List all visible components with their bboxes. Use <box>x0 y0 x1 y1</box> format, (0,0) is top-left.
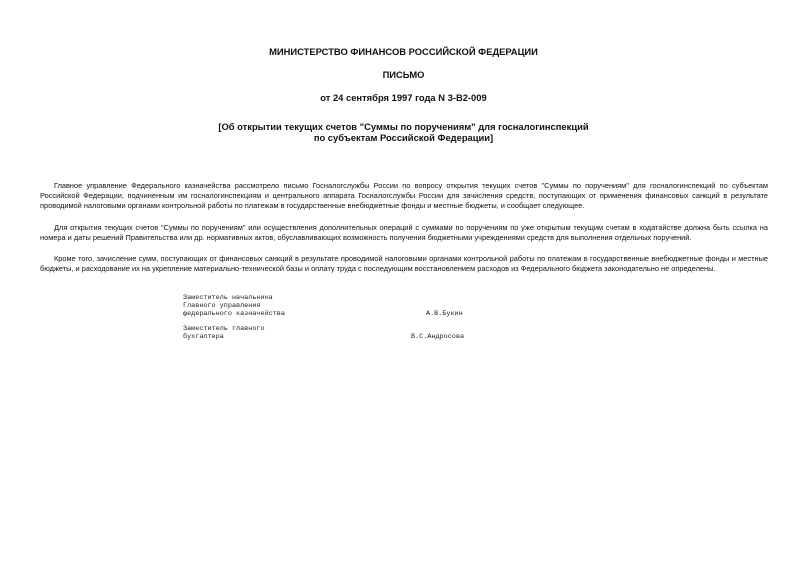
paragraph-1: Главное управление Федерального казначейства рассмотрело письмо Госналогслужбы России по вопросу открытия текущих счетов "Суммы по поручениям" для госналогинспекций по субъектам Российской Федерации, подчиненным им госналогинспекциям и центрального аппарата Госналогслужбы России для зачисления средств, поступающих от применения финансовых санкций в результате проводимой налоговыми органами контрольной работы по платежам в государственные внебюджетные фонды и местные бюджеты, и сообщает следующее. <box>40 181 768 211</box>
document-subject-line-1: [Об открытии текущих счетов "Суммы по поручениям" для госналогинспекций <box>218 121 589 132</box>
signature-1-name: А.В.Букин <box>426 310 463 318</box>
paragraph-3: Кроме того, зачисление сумм, поступающих от финансовых санкций в результате проводимой налоговыми органами контрольной работы по платежам в государственные внебюджетные фонды и местные бюджеты, и расходование их на укрепление материально-технической базы и оплату труда с последующим восстановлением расходов из Федерального бюджета законодательно не определены. <box>40 254 768 274</box>
document-date-number: от 24 сентября 1997 года N 3-В2-009 <box>320 92 487 103</box>
paragraph-2: Для открытия текущих счетов "Суммы по поручениям" или осуществления дополнительных операций с суммами по поручениям по уже открытым текущим счетам в ходатайстве должна быть ссылка на номера и даты решений Правительства или др. нормативных актов, обуславливающих возможность получения бюджетными учреждениями средств для выполнения отдельных поручений. <box>40 223 768 243</box>
signature-1-title-line-1: Заместитель начальника <box>183 294 273 302</box>
document-subject-line-2: по субъектам Российской Федерации] <box>313 132 494 143</box>
signature-2-title-line-2: бухгалтера <box>183 333 224 341</box>
ministry-heading: МИНИСТЕРСТВО ФИНАНСОВ РОССИЙСКОЙ ФЕДЕРАЦИИ <box>269 46 538 57</box>
signature-2-name: В.С.Андросова <box>411 333 465 341</box>
signature-2-title-line-1: Заместитель главного <box>183 325 265 333</box>
signature-1-title-line-3: федерального казначейства <box>183 310 285 318</box>
signature-1-title-line-2: Главного управления <box>183 302 261 310</box>
document-type: ПИСЬМО <box>382 69 425 80</box>
